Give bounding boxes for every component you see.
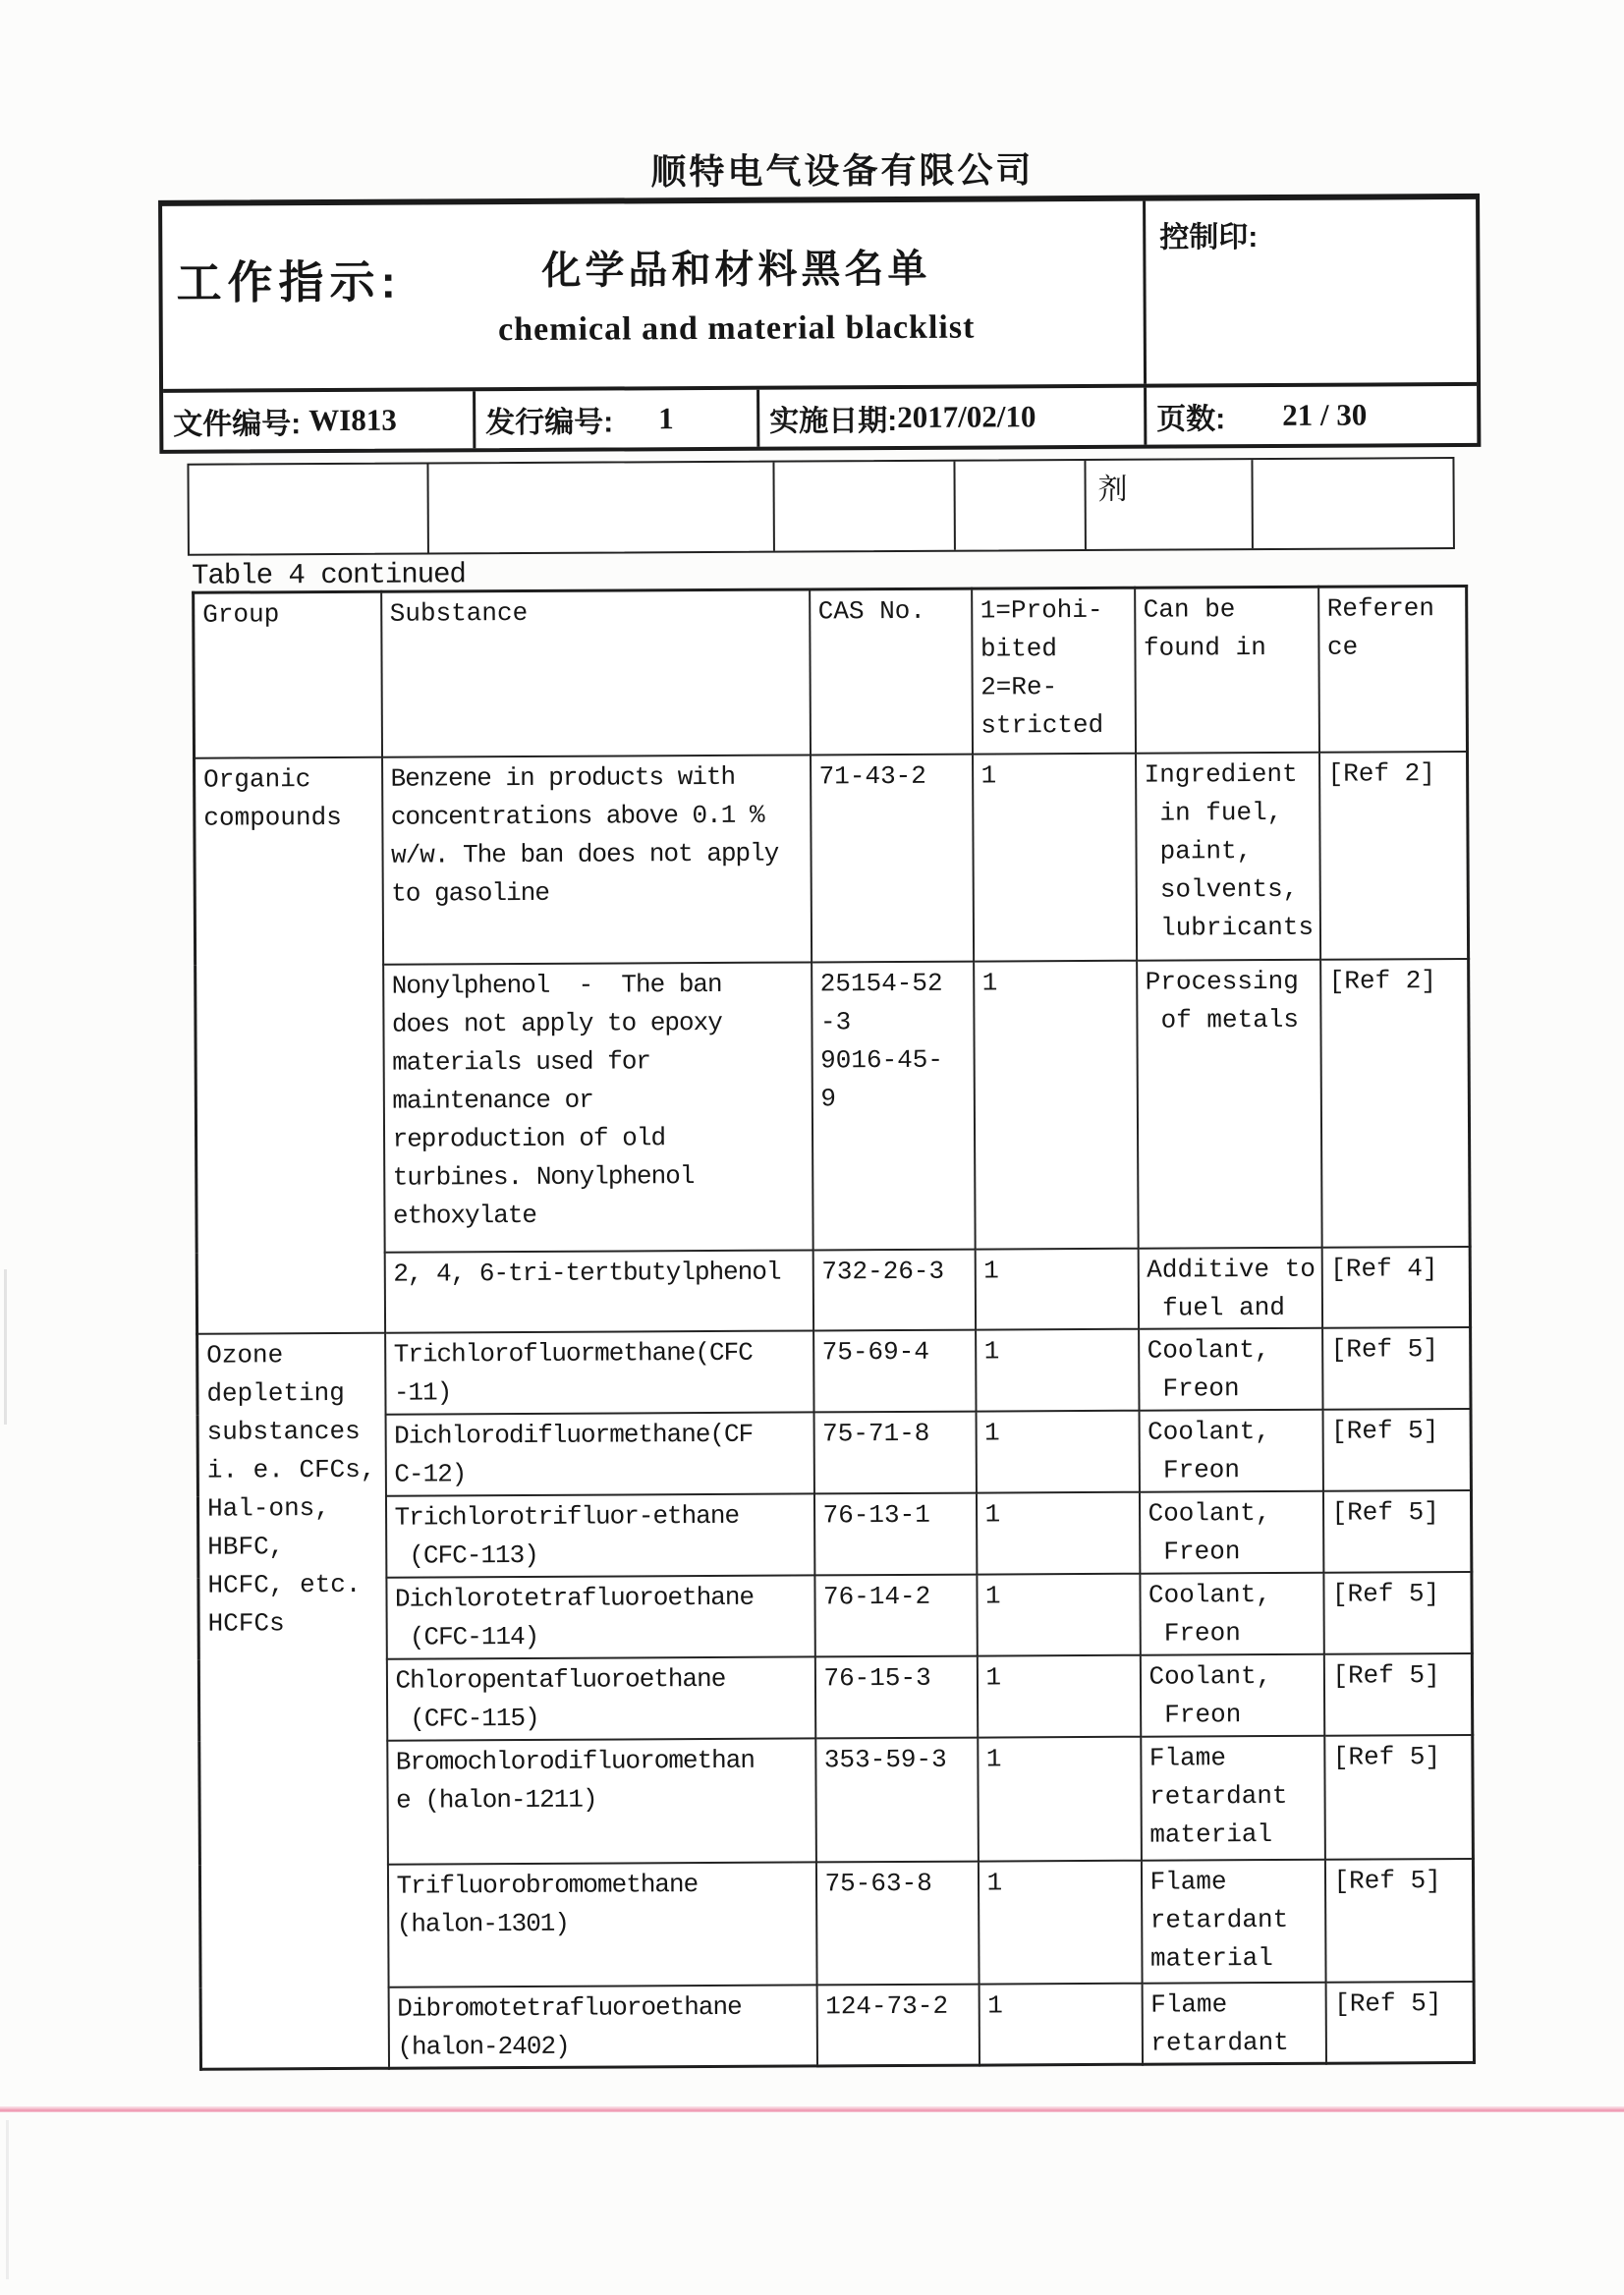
document-title-en: chemical and material blacklist (498, 308, 976, 349)
cell-found-in: Processing of metals (1137, 959, 1322, 1248)
cell-found-in: Flame retardant material (1141, 1859, 1325, 1983)
cell-code: 1 (978, 1860, 1142, 1984)
cell-substance: Chloropentafluoroethane (CFC-115) (386, 1656, 814, 1740)
cell-reference: [Ref 4] (1321, 1246, 1470, 1327)
scan-artifact-edge-mark (4, 1269, 7, 1425)
cell-reference: [Ref 5] (1324, 1858, 1474, 1982)
document-header-table (158, 194, 1481, 454)
blacklist-table-wrap (192, 585, 1476, 2071)
fragment-cell-4 (955, 461, 1086, 550)
cell-substance: Dichlorotetrafluoroethane (CFC-114) (386, 1575, 814, 1658)
group-cell-organic: Organic compounds (195, 756, 385, 1333)
cell-reference: [Ref 5] (1323, 1571, 1472, 1653)
cell-cas: 732-26-3 (812, 1249, 975, 1330)
cell-substance: Bromochlorodifluoromethan e (halon-1211) (387, 1738, 816, 1864)
cell-found-in: Additive to fuel and (1138, 1247, 1321, 1328)
cell-cas: 76-14-2 (814, 1574, 977, 1656)
pages-cell (1147, 386, 1477, 445)
table-row (197, 1408, 1471, 1496)
cell-substance: Trichlorofluormethane(CFC -11) (385, 1330, 813, 1414)
table-row (198, 1571, 1472, 1659)
header-title-cell (162, 201, 1147, 389)
fragment-cell-1 (189, 464, 428, 553)
table-header-row (194, 586, 1468, 757)
pages-label: 页数: (1156, 403, 1226, 436)
table-row (198, 1652, 1472, 1741)
cell-code: 1 (975, 1248, 1138, 1329)
header-row-title (162, 199, 1477, 389)
cell-reference: [Ref 5] (1322, 1326, 1471, 1409)
cell-code: 1 (977, 1654, 1140, 1737)
cell-cas: 124-73-2 (816, 1984, 979, 2066)
control-seal-label: 控制印: (1159, 221, 1259, 254)
cell-code: 1 (977, 1573, 1140, 1655)
table-row (197, 1489, 1471, 1578)
cell-code: 1 (976, 1410, 1139, 1492)
doc-no-cell (163, 391, 476, 450)
cell-code: 1 (973, 753, 1137, 961)
cell-reference: [Ref 5] (1324, 1734, 1474, 1859)
table-row (196, 1246, 1470, 1333)
group-cell-ozone: Ozone depleting substances i. e. CFCs, Hal-ons, HBFC, HCFC, etc. HCFCs (197, 1332, 389, 2069)
control-seal-cell (1146, 199, 1477, 384)
header-row-meta (163, 382, 1477, 450)
work-instruction-label: 工作指示: (176, 255, 402, 308)
cell-found-in: Ingredient in fuel, paint, solvents, lubricants (1136, 752, 1320, 960)
table-caption: Table 4 continued (191, 558, 467, 592)
table-row (195, 751, 1469, 965)
col-header-code: 1=Prohi- bited 2=Re- stricted (972, 588, 1136, 754)
table-row (197, 1326, 1471, 1415)
company-title: 顺特电气设备有限公司 (650, 149, 1035, 193)
cell-found-in: Coolant, Freon (1139, 1490, 1322, 1573)
fragment-cell-3 (774, 462, 955, 551)
cell-code: 1 (979, 1983, 1142, 2065)
scan-artifact-pink-line (0, 2106, 1624, 2112)
cell-code: 1 (974, 960, 1139, 1249)
issue-no-cell (476, 390, 759, 449)
pages-value: 21 / 30 (1282, 397, 1368, 432)
cell-cas: 353-59-3 (815, 1737, 979, 1862)
col-header-found-in: Can be found in (1135, 587, 1319, 753)
col-header-group: Group (194, 591, 382, 757)
cell-code: 1 (976, 1328, 1139, 1411)
cell-reference: [Ref 5] (1322, 1489, 1471, 1572)
impl-date-cell (759, 388, 1147, 447)
table-row (196, 958, 1471, 1253)
fragment-cell-2 (428, 463, 774, 553)
cell-reference: [Ref 2] (1320, 958, 1471, 1247)
doc-no-value: WI813 (308, 402, 397, 438)
impl-date-label: 实施日期: (769, 404, 898, 438)
cell-found-in: Coolant, Freon (1139, 1327, 1322, 1410)
cell-substance: Dibromotetrafluoroethane (halon-2402) (388, 1985, 816, 2068)
doc-no-label: 文件编号: (173, 408, 302, 441)
scan-artifact-edge-mark (6, 2120, 9, 2279)
table-row (200, 1981, 1474, 2069)
col-header-substance: Substance (381, 589, 811, 756)
issue-no-value: 1 (658, 401, 674, 436)
cell-reference: [Ref 5] (1322, 1408, 1471, 1490)
previous-table-fragment-row (187, 457, 1454, 556)
blacklist-table (192, 585, 1476, 2071)
cell-reference: [Ref 2] (1319, 751, 1469, 959)
issue-no-label: 发行编号: (485, 406, 614, 440)
cell-found-in: Coolant, Freon (1140, 1653, 1323, 1736)
cell-found-in: Flame retardant material (1141, 1735, 1325, 1860)
cell-cas: 75-69-4 (813, 1329, 976, 1412)
col-header-cas: CAS No. (810, 588, 973, 755)
cell-substance: Trifluorobromomethane (halon-1301) (387, 1862, 816, 1987)
document-titles (329, 201, 1144, 350)
cell-cas: 75-71-8 (813, 1411, 976, 1493)
cell-substance: Trichlorotrifluor-ethane (CFC-113) (385, 1493, 813, 1577)
cell-substance: Benzene in products with concentrations above 0.1 % w/w. The ban does not apply to gasoline (382, 755, 812, 964)
cell-cas: 76-13-1 (813, 1492, 976, 1575)
cell-code: 1 (978, 1736, 1142, 1861)
cell-cas: 71-43-2 (811, 754, 974, 962)
col-header-reference: Referen ce (1318, 586, 1468, 752)
cell-substance: 2, 4, 6-tri-tertbutylphenol (384, 1250, 812, 1332)
table-row (199, 1858, 1474, 1987)
impl-date-value: 2017/02/10 (897, 399, 1036, 434)
fragment-cell-6 (1253, 459, 1452, 548)
cell-reference: [Ref 5] (1323, 1652, 1472, 1735)
cell-cas: 76-15-3 (814, 1655, 977, 1738)
cell-reference: [Ref 5] (1325, 1981, 1474, 2063)
table-row (199, 1734, 1474, 1865)
cell-found-in: Coolant, Freon (1140, 1572, 1323, 1654)
cell-cas: 25154-52 -3 9016-45- 9 (812, 961, 976, 1250)
cell-substance: Dichlorodifluormethane(CF C-12) (385, 1412, 813, 1495)
cell-code: 1 (976, 1491, 1139, 1574)
cell-cas: 75-63-8 (815, 1861, 979, 1985)
cell-substance: Nonylphenol - The ban does not apply to epoxy materials used for maintenance or reproduction of old turbines. Nonylphenol ethoxylate (383, 962, 813, 1252)
document-title-cn: 化学品和材料黑名单 (541, 247, 931, 293)
cell-found-in: Coolant, Freon (1139, 1409, 1322, 1491)
fragment-cell-5: 剂 (1086, 460, 1253, 549)
cell-found-in: Flame retardant (1142, 1982, 1325, 2064)
